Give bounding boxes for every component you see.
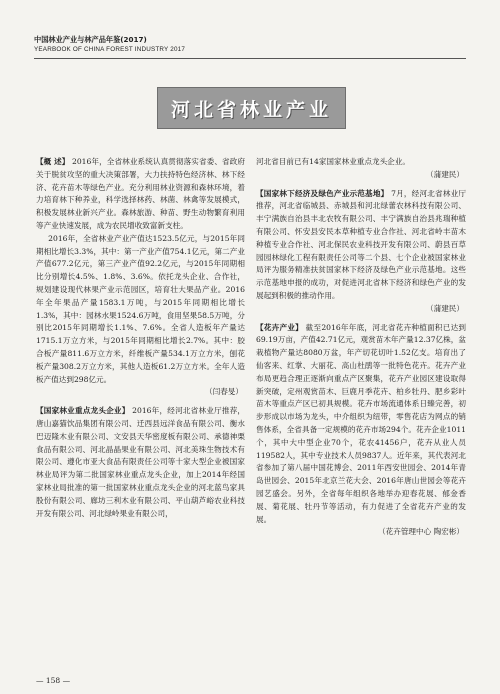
header-title-cn: 中国林业产业与林产品年鉴(2017): [34, 35, 147, 44]
flower-industry-text: 截至2016年年底，河北省花卉种植面积已达到69.19万亩，产值42.71亿元，观赏苗木年产量12.37亿株，盆栽植物产量达8080万盆，年产切花切叶1.52亿支。培育出了仙客来、红掌、大丽花、高山杜鹃等一批特色花卉。花卉产业布局更趋合理正逐渐向重点产区聚集，花卉产业园区建设取得新突破，定州观赏苗木、巨鹿月季花卉、柏乡牡丹、肥乡彩叶苗木等重点产区已初具规模。花卉市场流通体系日臻完善，初步形成以市场为龙头，中介组织为纽带，零售花店为网点的销售体系，全省具备一定规模的花卉市场294个。花卉企业1011个，其中大中型企业70个，花农41456户，花卉从业人员119582人，其中专业技术人员9837人。近年来，其代表河北省参加了第八届中国花博会、2011年西安世园会、2014年青岛世园会、2015年北京兰花大会、2016年唐山世园会等花卉园艺盛会。另外，全省每年组织各地举办迎春花展、郁金香展、菊花展、牡丹节等活动，有力促进了全省花卉产业的发展。: [256, 322, 467, 524]
leading-enterprises-text: 2016年，经河北省林业厅推荐，唐山嘉猫饮品集团有限公司、迁西县远洋食品有限公司、衡水巴迈隆木业有限公司、文安县天华密度板有限公司、承德神栗食品有限公司、河北晶晶果业有限公司、河北美珠生物技术有限公司、遵化市亚大食品有限责任公司等十家大型企业被国家林业局评为第二批国家林业重点龙头企业，加上2014年经国家林业局批准的第一批国家林业重点龙头企业的河北蓝鸟家具股份有限公司、廊坊三利木业有限公司、平山葫芦峪农业科技开发有限公司、河北绿岭果业有限公司，: [36, 406, 246, 518]
demo-base-paragraph: [256, 188, 466, 303]
author-sign: （蒲建民）: [426, 169, 464, 179]
flower-industry-paragraph: [256, 322, 466, 527]
header-rule: [34, 58, 466, 59]
leading-enterprises-paragraph: [36, 405, 245, 520]
overview-paragraph: [36, 156, 245, 233]
flower-industry-tag: 【花卉产业】: [256, 322, 304, 332]
left-column: [36, 156, 245, 520]
demo-base-text: 7月，经河北省林业厅推荐，河北省临城县、赤城县和河北绿蕾农林科技有限公司、丰宁满族自治县丰北农牧有限公司、丰宁满族自治县兆瑞种植有限公司、怀安县安民本草种植专业合作社、河北省岭丰苗木种植专业合作社、河北保民农业科技开发有限公司、蔚县百草园园林绿化工程有限责任公司等二个县、七个企业被国家林业局评为服务精准扶贫国家林下经济及绿色产业示范基地。这些示范基地申报的成功，对促进河北省林下经济和绿色产业的发展起到积极的推动作用。: [256, 188, 467, 300]
output-paragraph: 2016年，全省林业产业产值达1523.5亿元，与2015年同期相比增长3.3%，其中：第一产业产值754.1亿元，第二产业产值677.2亿元，第三产业产值92.2亿元，与2015年同期相比分别增长4.5%、1.8%、3.6%。依托龙头企业、合作社，规划建设现代林果产业示范园区，培育壮大果品产业。2016年全年果品产量1583.1万吨，与2015年同期相比增长1.3%，其中：园林水果1524.6万吨，食用坚果58.5万吨，分别比2015年同期增长1.1%、7.6%。全省人造板年产量达1715.1万立方米，与2015年同期相比增长2.7%。其中：胶合板产量811.6万立方米，纤维板产量534.1万立方米，刨花板产量308.2万立方米，其他人造板61.2万立方米。全年人造板产值达到298亿元。: [36, 233, 245, 384]
page-number: — 158 —: [36, 676, 71, 685]
overview-tag: 【概 述】: [36, 157, 70, 166]
leading-enterprises-tag: 【国家林业重点龙头企业】: [36, 406, 130, 416]
overview-text: 2016年，全省林业系统认真贯彻落实省委、省政府关于脱贫攻坚的重大决策部署，大力扶持特色经济林、林下经济、花卉苗木等绿色产业。充分利用林业资源和森林环境，着力培育林下种养业，科学选择林药、林菌、林禽等发展模式，积极发展林业新兴产业。森林旅游、种苗、野生动物繁育利用等产业快速发展，成为农民增收致富新支柱。: [36, 157, 246, 230]
running-header: [34, 35, 185, 55]
header-title-en: YEARBOOK OF CHINA FOREST INDUSTRY 2017: [34, 46, 186, 53]
section-title: 河北省林业产业: [170, 98, 332, 121]
author-sign: （蒲建民）: [426, 303, 464, 313]
author-sign: （闫春旻）: [205, 387, 243, 397]
section-banner: [157, 87, 346, 129]
continuation-paragraph: 河北省目前已有14家国家林业重点龙头企业。: [256, 157, 410, 166]
demo-base-tag: 【国家林下经济及绿色产业示范基地】: [256, 188, 389, 198]
author-sign: （花卉管理中心 陶宏彬）: [378, 527, 464, 537]
right-column: [256, 156, 466, 539]
